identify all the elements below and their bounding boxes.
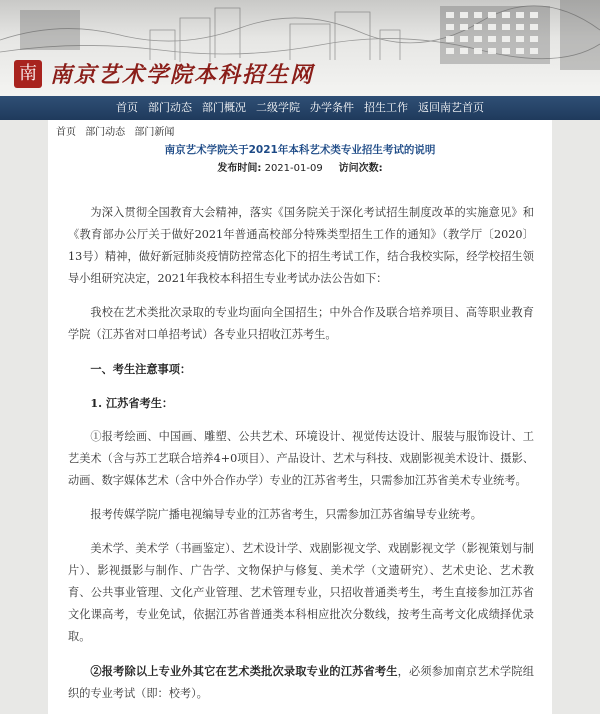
subheading-jiangsu: 1. 江苏省考生： xyxy=(90,396,174,410)
paragraph-intro: 为深入贯彻全国教育大会精神，落实《国务院关于深化考试招生制度改革的实施意见》和《教育部办公厅关于做好2021年普通高校部分特殊类型招生工作的通知》（教学厅〔2020〕13号）精神，做好新冠肺炎疫情防控常态化下的招生考试工作，结合我校实际，经学校招生领导小组研究决定，2021年我校本科招生专业考试办法公告如下： xyxy=(68,206,534,285)
paragraph-item2: 报考传媒学院广播电视编导专业的江苏省考生，只需参加江苏省编导专业统考。 xyxy=(90,508,482,521)
paragraph-item1: ①报考绘画、中国画、雕塑、公共艺术、环境设计、视觉传达设计、服装与服饰设计、工艺美术（含与苏工艺联合培养4+0项目）、产品设计、艺术与科技、戏剧影视美术设计、摄影、动画、数字媒体艺术（含中外合作办学）专业的江苏省考生，只需参加江苏省美术专业统考。 xyxy=(68,430,534,487)
nav-item-back-home[interactable]: 返回南艺首页 xyxy=(418,101,484,114)
item4-rest-text: ，必须参加南京艺术学院组织的专业考试（即：校考）。 xyxy=(68,665,534,700)
nav-item-home[interactable]: 首页 xyxy=(116,101,138,114)
site-title-logo[interactable]: 南京艺术学院本科招生网 xyxy=(50,62,315,88)
publish-date: 2021-01-09 xyxy=(264,163,323,174)
article-body xyxy=(68,202,534,705)
main-navbar xyxy=(0,96,600,120)
breadcrumb xyxy=(56,123,180,138)
breadcrumb-home-link[interactable]: 首页 xyxy=(56,127,76,138)
nav-item-colleges[interactable]: 二级学院 xyxy=(256,101,300,114)
logo-seal-icon[interactable]: 南 xyxy=(14,60,42,88)
article-page xyxy=(48,120,552,714)
article-meta xyxy=(48,159,552,174)
views-label: 访问次数: xyxy=(338,163,383,174)
nav-item-dept-overview[interactable]: 部门概况 xyxy=(202,101,246,114)
paragraph-scope: 我校在艺术类批次录取的专业均面向全国招生；中外合作及联合培养项目、高等职业教育学院（江苏省对口单招考试）各专业只招收江苏考生。 xyxy=(68,306,534,341)
section-heading-notes: 一、考生注意事项： xyxy=(90,362,192,376)
nav-item-admissions[interactable]: 招生工作 xyxy=(364,101,408,114)
breadcrumb-dept-articles-link[interactable]: 部门新闻 xyxy=(134,127,175,138)
paragraph-item3: 美术学、美术学（书画鉴定）、艺术设计学、戏剧影视文学、戏剧影视文学（影视策划与制片）、影视摄影与制作、广告学、文物保护与修复、美术学（文遗研究）、艺术史论、艺术教育、公共事业管理、文化产业管理、艺术管理专业，只招收普通类考生，考生直接参加江苏省文化课高考，专业免试，依据江苏省普通类本科相应批次分数线，按考生高考文化成绩择优录取。 xyxy=(68,542,534,643)
publish-label: 发布时间: xyxy=(217,163,262,174)
paragraph-item4 xyxy=(68,660,534,705)
nav-item-facilities[interactable]: 办学条件 xyxy=(310,101,354,114)
header-banner xyxy=(0,0,600,96)
article-title: 南京艺术学院关于2021年本科艺术类专业招生考试的说明 xyxy=(164,144,436,156)
breadcrumb-dept-news-link[interactable]: 部门动态 xyxy=(85,127,126,138)
nav-item-dept-news[interactable]: 部门动态 xyxy=(148,101,192,114)
item4-bold-text: ②报考除以上专业外其它在艺术类批次录取专业的江苏省考生 xyxy=(90,664,398,678)
